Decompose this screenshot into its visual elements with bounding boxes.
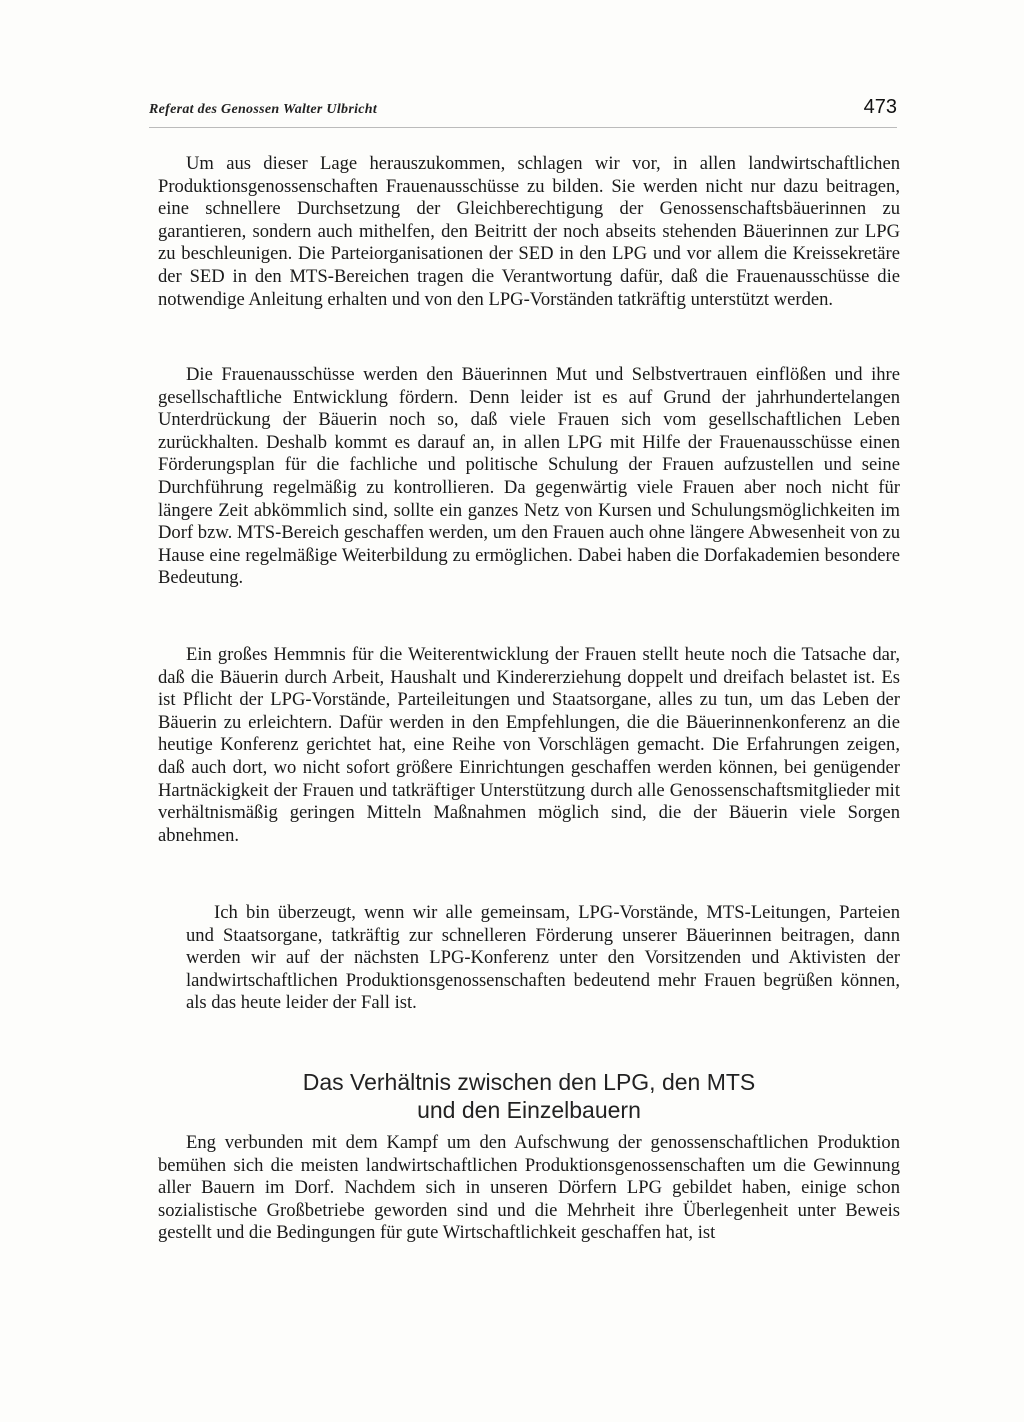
section-heading-line-2: und den Einzelbauern (417, 1097, 641, 1123)
section-heading-line-1: Das Verhältnis zwischen den LPG, den MTS (302, 1069, 756, 1095)
paragraph-section-intro: Eng verbunden mit dem Kampf um den Aufschwung der genossenschaftlichen Produktion bemühen sich die meisten landwirtschaftlichen Produktionsgenossenschaften um die Gewinnung aller Bauern im Dorf. Nachdem sich in unseren Dörfern LPG gebildet haben, einige schon sozialistische Großbetriebe geworden sind und die Mehrheit ihre Überlegenheit unter Beweis gestellt und die Bedingungen für gute Wirtschaftlichkeit geschaffen hat, ist (158, 1132, 900, 1244)
running-title: Referat des Genossen Walter Ulbricht (149, 102, 378, 117)
paragraph-selbstvertrauen: Die Frauenausschüsse werden den Bäuerinnen Mut und Selbstvertrauen einflößen und ihre gesellschaftliche Entwicklung fördern. Denn leider ist es auf Grund der jahrhundertelangen Unterdrückung der Bäuerin noch so, daß viele Frauen sich vom gesellschaftlichen Leben zurückhalten. Deshalb kommt es darauf an, in allen LPG mit Hilfe der Frauenausschüsse einen Förderungsplan für die fachliche und politische Schulung der Frauen aufzustellen und seine Durchführung regelmäßig zu kontrollieren. Da gegenwärtig viele Frauen aber noch nicht für längere Zeit abkömmlich sind, sollte ein ganzes Netz von Kursen und Schulungsmöglichkeiten im Dorf bzw. MTS-Bereich geschaffen werden, um den Frauen auch ohne längere Abwesenheit von zu Hause eine regelmäßige Weiterbildung zu ermöglichen. Dabei haben die Dorfakademien besondere Bedeutung. (158, 364, 900, 589)
page-number: 473 (863, 96, 897, 118)
paragraph-ueberzeugt: Ich bin überzeugt, wenn wir alle gemeinsam, LPG-Vorstände, MTS-Leitungen, Parteien und Staatsorgane, tatkräftig zur schnelleren Förderung unserer Bäuerinnen beitragen, dann werden wir auf der nächsten LPG-Konferenz unter den Vorsitzenden und Aktivisten der landwirtschaftlichen Produktionsgenossenschaften bedeutend mehr Frauen begrüßen können, als das heute leider der Fall ist. (186, 902, 900, 1014)
paragraph-frauenausschuesse-proposal: Um aus dieser Lage herauszukommen, schlagen wir vor, in allen landwirtschaftlichen Produktionsgenossenschaften Frauenausschüsse zu bilden. Sie werden nicht nur dazu beitragen, eine schnellere Durchsetzung der Gleichberechtigung der Genossenschaftsbäuerinnen zu garantieren, sondern auch mithelfen, den Beitritt der noch abseits stehenden Bäuerinnen zur LPG zu beschleunigen. Die Parteiorganisationen der SED in den LPG und vor allem die Kreissekretäre der SED in den MTS-Bereichen tragen die Verantwortung dafür, daß die Frauenausschüsse die notwendige Anleitung erhalten und von den LPG-Vorständen tatkräftig unterstützt werden. (158, 153, 900, 310)
header-rule (149, 127, 897, 128)
paragraph-hemmnis: Ein großes Hemmnis für die Weiterentwicklung der Frauen stellt heute noch die Tatsache dar, daß die Bäuerin durch Arbeit, Haushalt und Kindererziehung doppelt und dreifach belastet ist. Es ist Pflicht der LPG-Vorstände, Parteileitungen und Staatsorgane, alles zu tun, um das Leben der Bäuerin zu erleichtern. Dafür werden in den Empfehlungen, die die Bäuerinnenkonferenz an die heutige Konferenz gerichtet hat, eine Reihe von Vorschlägen gemacht. Die Erfahrungen zeigen, daß auch dort, wo nicht sofort größere Einrichtungen geschaffen werden können, bei genügender Hartnäckigkeit der Frauen und tatkräftiger Unterstützung durch alle Genossenschaftsmitglieder mit verhältnismäßig geringen Mitteln Maßnahmen möglich sind, die der Bäuerin viele Sorgen abnehmen. (158, 644, 900, 846)
running-header (149, 96, 897, 126)
section-heading (158, 1068, 900, 1124)
